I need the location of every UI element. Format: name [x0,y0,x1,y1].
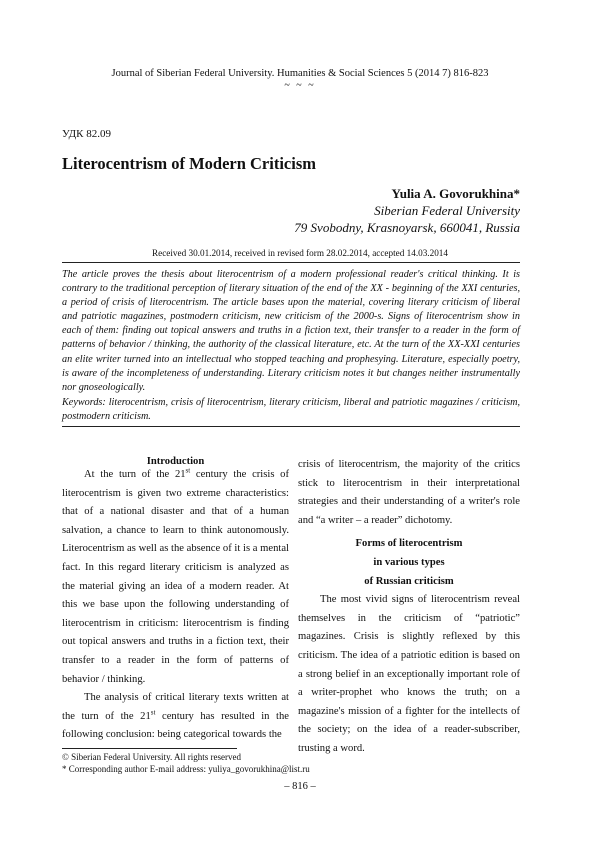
abstract-top-rule [62,262,520,263]
article-title: Literocentrism of Modern Criticism [62,154,316,173]
keywords: Keywords: literocentrism, crisis of literocentrism, literary criticism, liberal and patriotic magazines / criticism, postmodern criticism. [62,397,520,423]
copyright-footnote: © Siberian Federal University. All rights reserved [62,752,241,762]
journal-header: Journal of Siberian Federal University. Humanities & Social Sciences 5 (2014 7) 816-823 [111,68,489,79]
section-heading-forms: Forms of literocentrism in various types of Russian criticism [355,538,463,587]
page-number: – 816 – [284,781,316,792]
section-heading-introduction: Introduction [146,456,205,467]
received-dates: Received 30.01.2014, received in revised form 28.02.2014, accepted 14.03.2014 [152,248,448,258]
author-name: Yulia A. Govorukhina* [391,186,520,201]
paragraph: crisis of literocentrism, the majority of the critics stick to literocentrism in their interpretational strategies and their understanding of a writer's role and “a writer – a reader” dichotomy. [298,459,520,526]
paragraph: The analysis of critical literary texts written at the turn of the 21st century has resulted in the following conclusion: being categorical towards the [62,692,289,741]
author-affiliation: Siberian Federal University [374,203,520,218]
corresponding-author-footnote: * Corresponding author E-mail address: yuliya_govorukhina@list.ru [62,764,310,774]
left-column [62,466,289,745]
right-column [298,456,520,759]
paragraph: The most vivid signs of literocentrism reveal themselves in the criticism of “patriotic” magazines. Crisis is slightly reflexed by this criticism. The idea of a patriotic edition is based on a strong belief in an exceptionally important role of a writer-prophet who knows the truth; on a magazine's mission of a fighter for the intellects of the society; on the idea of a reader-subscriber, trusting a word. [298,594,520,754]
author-address: 79 Svobodny, Krasnoyarsk, 660041, Russia [294,220,520,235]
paragraph: At the turn of the 21st century the crisis of literocentrism is given two extreme characteristics: that of a national disaster and that of a human salvation, a chance to learn to think autonomously. Literocentrism as well as the absence of it is a mental fact. In this regard literary criticism is analyzed as the material giving an idea of a modern reader. At this we base upon the following understanding of literocentrism in criticism: literocentrism is finding out topical answers and truths in a fiction text, their transfer to a reader in the form of patterns of behavior / thinking. [62,466,289,685]
udc-code: УДК 82.09 [62,128,112,140]
abstract: The article proves the thesis about literocentrism of a modern professional reader's critical thinking. It is contrary to the traditional perception of literary situation of the end of the XX - beginning of the XXI centuries, a period of crisis of literocentrism. The article bases upon the material, covering literary criticism of liberal and patriotic magazines, postmodern criticism, new criticism of the 2000-s. Signs of literocentrism show in each of them: finding out topical answers and truths in a fiction text, their transfer to a reader in the form of patterns of behavior / thinking, the authority of the classical literature, etc. At the turn of the XX-XXI centuries an elite writer turned into an intellectual who stopped teaching and prophesying. Literature, especially poetry, is aware of the incompleteness of understanding. Literary criticism notes it but changes neither instrumentally nor gnoseologically. [62,269,520,393]
footnote-rule [62,748,237,749]
header-ornament: ~ ~ ~ [284,80,316,91]
abstract-bottom-rule [62,426,520,427]
